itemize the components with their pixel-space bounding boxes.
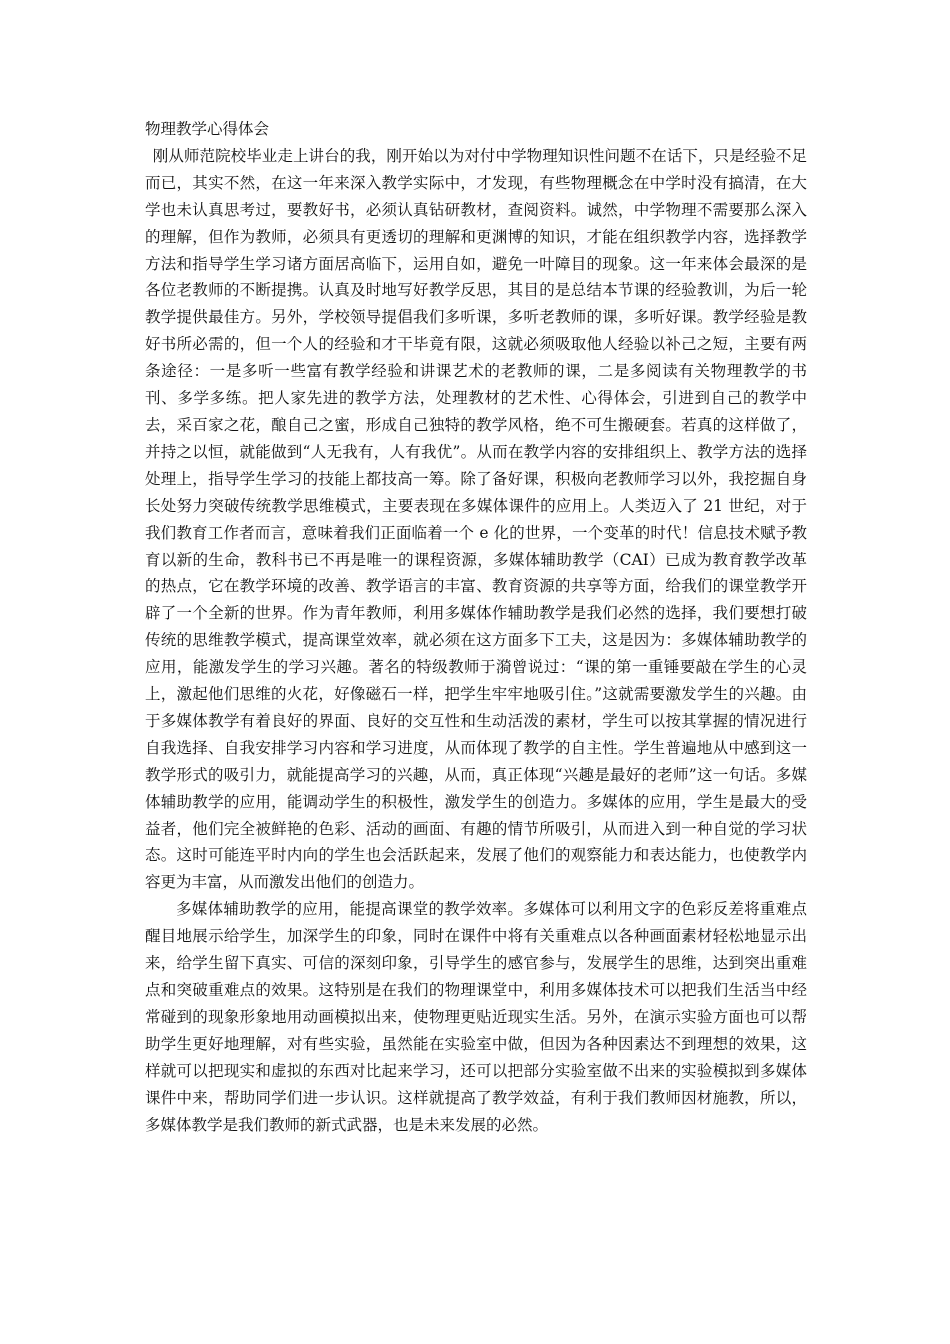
document-body xyxy=(145,116,807,1138)
body-paragraph-2: 多媒体辅助教学的应用，能提高课堂的教学效率。多媒体可以利用文字的色彩反差将重难点醒目地展示给学生，加深学生的印象，同时在课件中将有关重难点以各种画面素材轻松地显示出来，给学生留下真实、可信的深刻印象，引导学生的感官参与，发展学生的思维，达到突出重难点和突破重难点的效果。这特别是在我们的物理课堂中，利用多媒体技术可以把我们生活当中经常碰到的现象形象地用动画模拟出来，使物理更贴近现实生活。另外，在演示实验方面也可以帮助学生更好地理解，对有些实验，虽然能在实验室中做，但因为各种因素达不到理想的效果，这样就可以把现实和虚拟的东西对比起来学习，还可以把部分实验室做不出来的实验模拟到多媒体课件中来，帮助同学们进一步认识。这样就提高了教学效益，有利于我们教师因材施教，所以，多媒体教学是我们教师的新式武器，也是未来发展的必然。 xyxy=(145,900,807,1134)
document-title: 物理教学心得体会 xyxy=(145,120,270,138)
body-paragraph-1: 刚从师范院校毕业走上讲台的我，刚开始以为对付中学物理知识性问题不在话下，只是经验不足而已，其实不然，在这一年来深入教学实际中，才发现，有些物理概念在中学时没有搞清，在大学也未认真思考过，要教好书，必须认真钻研教材，查阅资料。诚然，中学物理不需要那么深入的理解，但作为教师，必须具有更透切的理解和更渊博的知识，才能在组织教学内容，选择教学方法和指导学生学习诸方面居高临下，运用自如，避免一叶障目的现象。这一年来体会最深的是各位老教师的不断提携。认真及时地写好教学反思，其目的是总结本节课的经验教训，为后一轮教学提供最佳方。另外，学校领导提倡我们多听课，多听老教师的课，多听好课。教学经验是教好书所必需的，但一个人的经验和才干毕竟有限，这就必须吸取他人经验以补己之短，主要有两条途径：一是多听一些富有教学经验和讲课艺术的老教师的课，二是多阅读有关物理教学的书刊、多学多练。把人家先进的教学方法，处理教材的艺术性、心得体会，引进到自己的教学中去，采百家之花，酿自己之蜜，形成自己独特的教学风格，绝不可生搬硬套。若真的这样做了，并持之以恒，就能做到“人无我有，人有我优”。从而在教学内容的安排组织上、教学方法的选择处理上，指导学生学习的技能上都技高一筹。除了备好课，积极向老教师学习以外，我挖掘自身长处努力突破传统教学思维模式，主要表现在多媒体课件的应用上。人类迈入了 21 世纪，对于我们教育工作者而言，意味着我们正面临着一个 e 化的世界，一个变革的时代！信息技术赋予教育以新的生命，教科书已不再是唯一的课程资源，多媒体辅助教学（CAI）已成为教育教学改革的热点，它在教学环境的改善、教学语言的丰富、教育资源的共享等方面，给我们的课堂教学开辟了一个全新的世界。作为青年教师，利用多媒体作辅助教学是我们必然的选择，我们要想打破传统的思维教学模式，提高课堂效率，就必须在这方面多下工夫，这是因为：多媒体辅助教学的应用，能激发学生的学习兴趣。著名的特级教师于漪曾说过：“课的第一重锤要敲在学生的心灵上，激起他们思维的火花，好像磁石一样，把学生牢牢地吸引住。”这就需要激发学生的兴趣。由于多媒体教学有着良好的界面、良好的交互性和生动活泼的素材，学生可以按其掌握的情况进行自我选择、自我安排学习内容和学习进度，从而体现了教学的自主性。学生普遍地从中感到这一教学形式的吸引力，就能提高学习的兴趣，从而，真正体现“兴趣是最好的老师”这一句话。多媒体辅助教学的应用，能调动学生的积极性，激发学生的创造力。多媒体的应用，学生是最大的受益者，他们完全被鲜艳的色彩、活动的画面、有趣的情节所吸引，从而进入到一种自觉的学习状态。这时可能连平时内向的学生也会活跃起来，发展了他们的观察能力和表达能力，也使教学内容更为丰富，从而激发出他们的创造力。 xyxy=(145,146,807,892)
